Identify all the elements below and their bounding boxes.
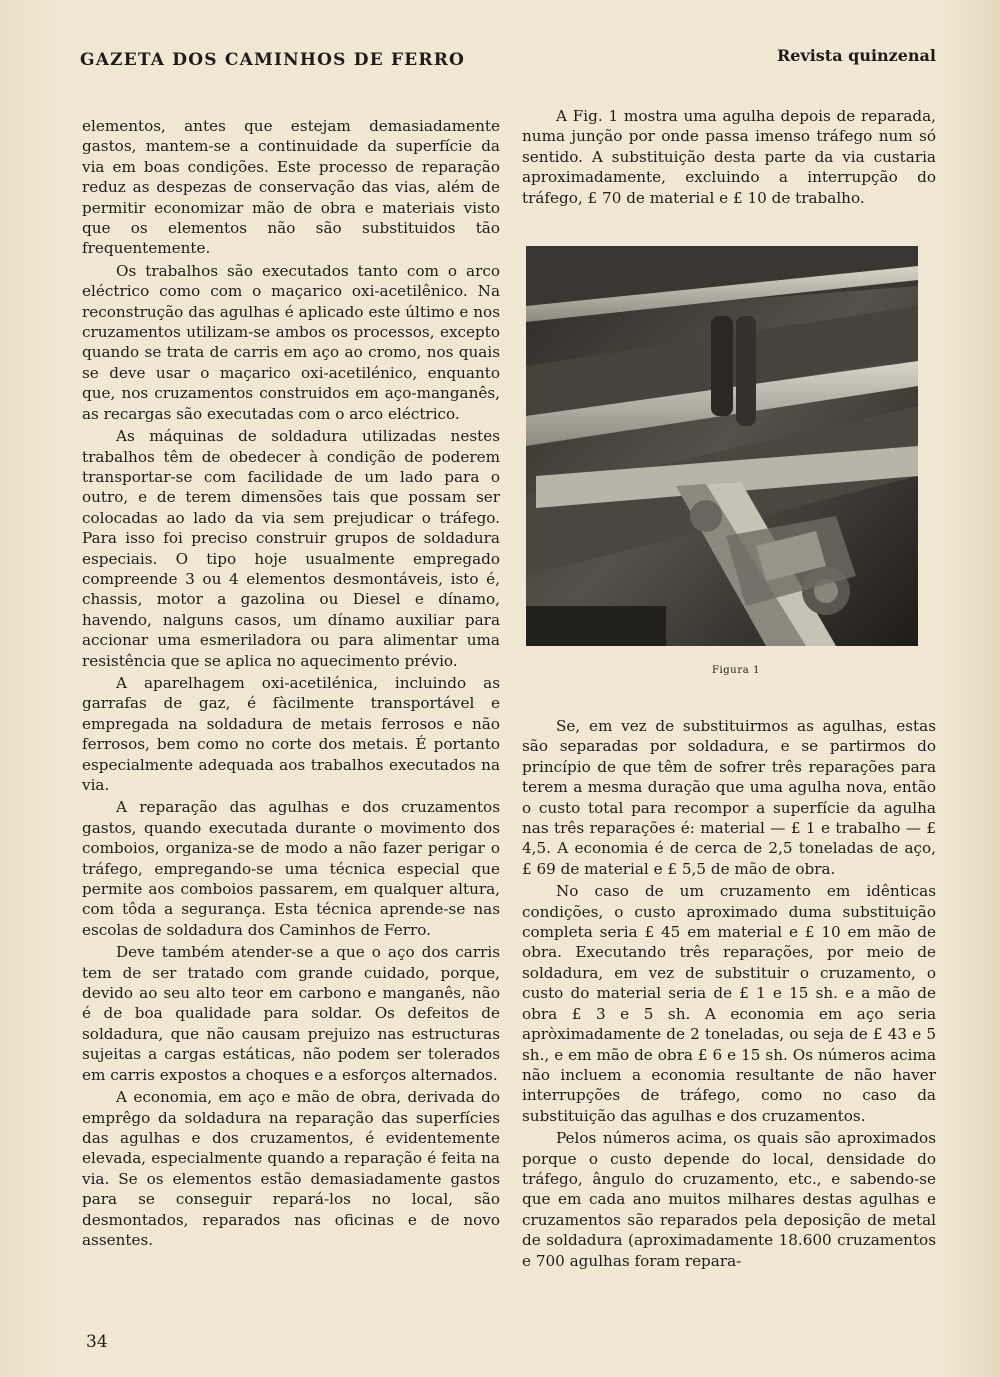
paragraph: A aparelhagem oxi-acetilénica, incluindo as garrafas de gaz, é fàcilmente transportável e empregada na soldadura de metais ferrosos e não ferrosos, bem como no corte dos metais. É portanto especialmente adequada aos trabalhos executados na via. [82,673,500,794]
railway-switch-photo [526,246,918,646]
paragraph: A reparação das agulhas e dos cruzamentos gastos, quando executada durante o movimento dos comboios, organiza-se de modo a não fazer perigar o tráfego, empregando-se uma técnica especial que permite aos comboios passarem, em qualquer altura, com tôda a segurança. Esta técnica aprende-se nas escolas de soldadura dos Caminhos de Ferro. [82,798,500,939]
paragraph: Deve também atender-se a que o aço dos carris tem de ser tratado com grande cuidado, porque, devido ao seu alto teor em carbono e manganês, não é de boa qualidade para soldar. Os defeitos de soldadura, que não causam prejuizo nas estructuras sujeitas a cargas estáticas, não podem ser tolerados em carris expostos a choques e a esforços alternados. [82,943,500,1084]
paragraph: Os trabalhos são executados tanto com o arco eléctrico como com o maçarico oxi-acetilênico. Na reconstrução das agulhas é aplicado este último e nos cruzamentos utilizam-se ambos os processos, excepto quando se trata de carris em aço ao cromo, nos quais se deve usar o maçarico oxi-acetilénico, enquanto que, nos cruzamentos construidos em aço-manganês, as recargas são executadas com o arco eléctrico. [82,261,500,423]
right-column-bottom [522,716,936,1273]
paragraph: A Fig. 1 mostra uma agulha depois de reparada, numa junção por onde passa imenso tráfego num só sentido. A substituição desta parte da via custaria aproximadamente, excluindo a interrupção do tráfego, £ 70 de material e £ 10 de trabalho. [522,107,936,207]
magazine-title: GAZETA DOS CAMINHOS DE FERRO [80,50,466,70]
paragraph: Se, em vez de substituirmos as agulhas, estas são separadas por soldadura, e se partirmos do princípio de que têm de sofrer três reparações para terem a mesma duração que uma agulha nova, então o custo total para recompor a superfície da agulha nas três reparações é: material — £ 1 e trabalho — £ 4,5. A economia é de cerca de 2,5 toneladas de aço, £ 69 de material e £ 5,5 de mão de obra. [522,717,936,878]
paragraph: No caso de um cruzamento em idênticas condições, o custo aproximado duma substituição completa seria £ 45 em material e £ 10 em mão de obra. Executando três reparações, por meio de soldadura, em vez de substituir o cruzamento, o custo do material seria de £ 1 e 15 sh. e a mão de obra £ 3 e 5 sh. A economia em aço seria apròximadamente de 2 toneladas, ou seja de £ 43 e 5 sh., e em mão de obra £ 6 e 15 sh. Os números acima não incluem a economia resultante de não haver interrupções de tráfego, como no caso da substituição das agulhas e dos cruzamentos. [522,882,936,1125]
paragraph: A economia, em aço e mão de obra, derivada do emprêgo da soldadura na reparação das superfícies das agulhas e dos cruzamentos, é evidentemente elevada, especialmente quando a reparação é feita na via. Se os elementos estão demasiadamente gastos para se conseguir repará-los no local, são desmontados, reparados nas oficinas e de novo assentes. [82,1088,500,1249]
magazine-subtitle: Revista quinzenal [776,46,936,65]
figure-photo-railway-switch [526,246,918,646]
left-column [82,116,500,1252]
figure-caption: Figura 1 [711,665,761,676]
paragraph: Pelos números acima, os quais são aproximados porque o custo depende do local, densidade do tráfego, ângulo do cruzamento, etc., e sabendo-se que em cada ano muitos milhares destas agulhas e cruzamentos são reparados pela deposição de metal de soldadura (aproximadamente 18.600 cruzamentos e 700 agulhas foram repara- [522,1129,936,1270]
right-column-top [522,106,936,210]
page-number: 34 [86,1332,108,1352]
paragraph: As máquinas de soldadura utilizadas nestes trabalhos têm de obedecer à condição de poderem transportar-se com facilidade de um lado para o outro, e de terem dimensões tais que possam ser colocadas ao lado da via sem prejudicar o tráfego. Para isso foi preciso construir grupos de soldadura especiais. O tipo hoje usualmente empregado compreende 3 ou 4 elementos desmontáveis, isto é, chassis, motor a gazolina ou Diesel e dínamo, havendo, nalguns casos, um dínamo auxiliar para accionar uma esmeriladora ou para alimentar uma resistência que se aplica no aquecimento prévio. [82,427,500,670]
paragraph: elementos, antes que estejam demasiadamente gastos, mantem-se a continuidade da superfície da via em boas condições. Este processo de reparação reduz as despezas de conservação das vias, além de permitir economizar mão de obra e materiais visto que os elementos não são substituidos tão frequentemente. [82,117,500,258]
